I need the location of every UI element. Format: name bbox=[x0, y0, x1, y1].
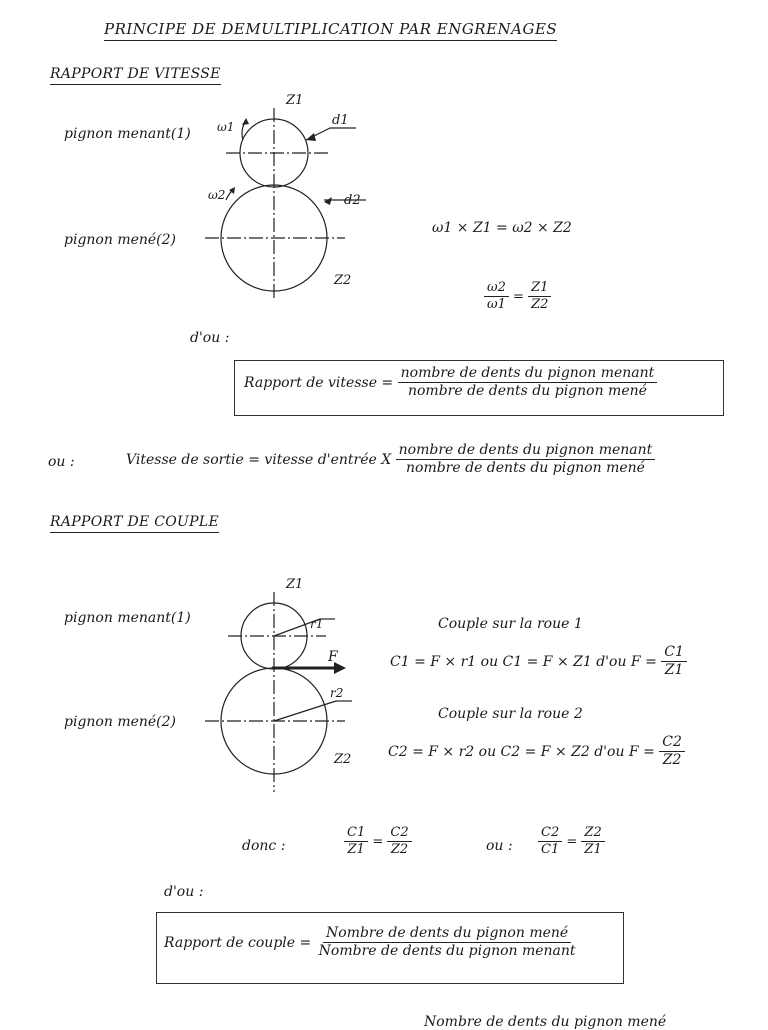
torque-section-heading: RAPPORT DE COUPLE bbox=[50, 514, 219, 533]
speed-d2-label: d2 bbox=[344, 193, 361, 208]
torque-dou-text: d'ou : bbox=[164, 884, 204, 900]
torque-donc-text: donc : bbox=[242, 838, 286, 854]
speed-z2-label: Z2 bbox=[334, 273, 352, 288]
torque-ratio-formula: Rapport de couple = $\frac{\text{Nombre de dents du pignon mené}}{\text{Nombre de dents du pignon menant}}$ bbox=[164, 926, 579, 960]
speed-ratio-formula: Rapport de vitesse = $\frac{\text{nombre de dents du pignon menant}}{\text{nombre de dents du pignon mené}}$ bbox=[244, 366, 657, 400]
z-fraction: $\frac{Z1}{Z2}$ bbox=[528, 281, 551, 313]
speed-ou-text: ou : bbox=[48, 454, 75, 470]
speed-w2-label: ω2 bbox=[208, 188, 226, 202]
torque-ou-text: ou : bbox=[486, 838, 513, 854]
torque-wheel2-title: Couple sur la roue 2 bbox=[438, 706, 583, 722]
torque-driver-label: pignon menant(1) bbox=[64, 610, 191, 626]
torque-r2-label: r2 bbox=[330, 686, 344, 700]
torque-wheel2-fraction: $\frac{C2}{Z2}$ bbox=[659, 735, 685, 769]
torque-wheel1-title: Couple sur la roue 1 bbox=[438, 616, 583, 632]
page-title: PRINCIPE DE DEMULTIPLICATION PAR ENGRENAGES bbox=[104, 20, 557, 41]
speed-driven-label: pignon mené(2) bbox=[64, 232, 177, 248]
torque-donc-equation: $\frac{C1}{Z1}$ = $\frac{C2}{Z2}$ bbox=[344, 826, 412, 858]
torque-ratio-fraction: $\frac{\text{Nombre de dents du pignon mené}}{\text{Nombre de dents du pignon menant}}$ bbox=[318, 925, 576, 960]
speed-equation-1: ω1 × Z1 = ω2 × Z2 bbox=[432, 220, 572, 236]
torque-wheel1-fraction: $\frac{C1}{Z1}$ bbox=[661, 645, 687, 679]
torque-driven-label: pignon mené(2) bbox=[64, 714, 177, 730]
torque-r1-label: r1 bbox=[310, 617, 324, 631]
speed-d1-label: d1 bbox=[332, 113, 349, 128]
force-f-label: F bbox=[328, 649, 338, 665]
torque-wheel1-equation: C1 = F × r1 ou C1 = F × Z1 d'ou F = $\frac{C1}{Z1}$ bbox=[390, 645, 687, 679]
speed-section-heading: RAPPORT DE VITESSE bbox=[50, 66, 221, 85]
output-speed-formula: Vitesse de sortie = vitesse d'entrée X $\frac{\text{nombre de dents du pignon menant}}{\text{nombre de dents du pignon mené}}$ bbox=[126, 443, 655, 477]
speed-z1-label: Z1 bbox=[286, 93, 304, 108]
cut-off-text: Nombre de dents du pignon mené bbox=[424, 1014, 667, 1030]
torque-ou-equation: $\frac{C2}{C1}$ = $\frac{Z2}{Z1}$ bbox=[538, 826, 605, 858]
speed-ratio-fraction: $\frac{\text{nombre de dents du pignon menant}}{\text{nombre de dents du pignon mené}}$ bbox=[398, 366, 658, 400]
speed-driver-label: pignon menant(1) bbox=[64, 126, 191, 142]
omega-fraction: $\frac{\omega 2}{\omega 1}$ bbox=[484, 281, 509, 313]
speed-w1-label: ω1 bbox=[217, 120, 235, 134]
speed-dou-text: d'ou : bbox=[190, 330, 230, 346]
torque-z2-label: Z2 bbox=[334, 752, 352, 767]
output-speed-fraction: $\frac{\text{nombre de dents du pignon menant}}{\text{nombre de dents du pignon mené}}$ bbox=[396, 443, 656, 477]
torque-z1-label: Z1 bbox=[286, 577, 304, 592]
torque-wheel2-equation: C2 = F × r2 ou C2 = F × Z2 d'ou F = $\frac{C2}{Z2}$ bbox=[388, 735, 685, 769]
speed-equation-2: $\frac{\omega 2}{\omega 1}$ = $\frac{Z1}{Z2}$ bbox=[484, 281, 551, 313]
